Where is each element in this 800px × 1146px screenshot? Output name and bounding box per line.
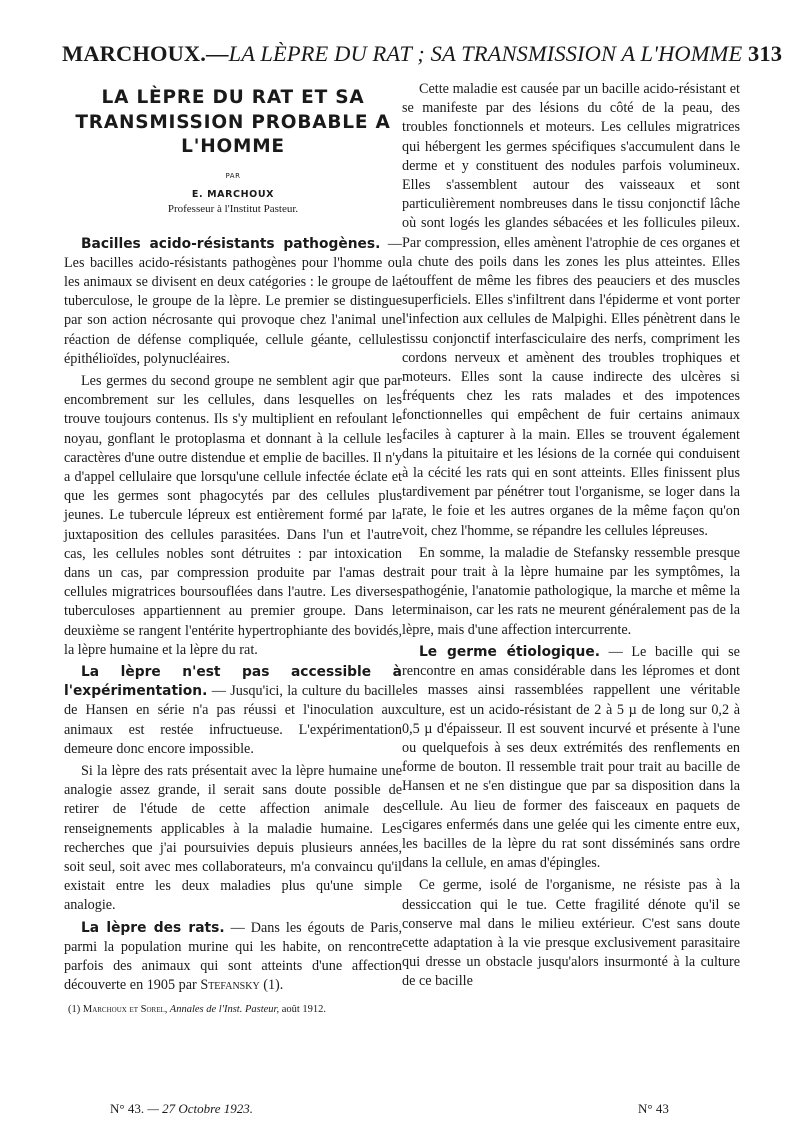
right-column (402, 80, 740, 992)
issue-footer-left (110, 1101, 253, 1117)
paragraph (402, 643, 740, 873)
paragraph (64, 663, 402, 759)
paragraph: Cette maladie est causée par un bacille acido-résistant et se manifeste par des lésions du côté de la peau, des troubles fonctionnels et moteurs. Les cellules migratrices qui hébergent les germes spécifiques s'accumulent dans le derme et y constituent des nodules parfois volumineux. Elles s'assemblent autour des vaisseaux et sont particulièrement nombreuses dans le tissu conjonctif lâche où sont logés les glandes sébacées et les follicules pileux. Par compression, elles amènent l'atrophie de ces organes et la chute des poils dans les zones les plus atteintes. Elles étouffent de même les fibres des peauciers et des muscles superficiels. Elles s'infiltrent dans l'épiderme et vont porter l'infection aux cellules de Malpighi. Elles pénètrent dans le tissu conjonctif interfasciculaire des nerfs, compriment les cordons nerveux et amènent des troubles trophiques et moteurs. Elles sont la cause indirecte des ulcères si fréquents chez les rats malades et des impotences fonctionnelles qui empêchent de fuir certains animaux faciles à capturer à la main. Elles se trouvent également dans la pituitaire et les lésions de la cornée qui conduisent à la cécité les rats qui en sont atteints. Elles finissent plus tardivement par pénétrer tout l'organisme, se loger dans la rate, le foie et les autres organes de la même façon qu'on voit, chez l'homme, se répandre les cellules lépreuses. (402, 81, 740, 539)
left-column (64, 80, 402, 1017)
issue-date: — 27 Octobre 1923. (144, 1101, 254, 1116)
article-title (64, 86, 402, 160)
article-title-line: L'HOMME (181, 136, 285, 157)
paragraph-text: — Dans les égouts de Paris, parmi la population murine qui les habite, on rencontre parfois des animaux qui sont atteints d'une affection découverte en 1905 par (64, 919, 402, 994)
author-affiliation: Professeur à l'Institut Pasteur. (167, 202, 299, 215)
running-head-author: MARCHOUX.— (62, 41, 229, 66)
footnote (64, 1003, 402, 1017)
running-head-title: LA LÈPRE DU RAT ; SA TRANSMISSION A L'HOMME (228, 41, 743, 66)
paragraph-text: — Les bacilles acido-résistants pathogènes pour l'homme ou les animaux se divisent en deux catégories : le groupe de la tuberculose, le groupe de la lèpre. Le premier se distingue par son action nécrosante qui provoque chez l'animal une réaction de défense compliquée, cellule géante, cellules épithélioïdes, polynucléaires. (64, 235, 403, 367)
footnote-marker: (1) (68, 1004, 83, 1016)
section-heading: Le germe étiologique. (419, 643, 600, 660)
paragraph: Si la lèpre des rats présentait avec la lèpre humaine une analogie assez grande, il serait sans doute possible de retirer de l'étude de cette affection animale des renseignements applicables à la maladie humaine. Les recherches que j'ai poursuivies depuis plusieurs années, soit seul, soit avec mes collaborateurs, m'a convaincu qu'il existait entre les deux maladies plus qu'une simple analogie. (64, 762, 402, 914)
cited-author: Stefansky (200, 977, 260, 994)
paragraph: En somme, la maladie de Stefansky ressemble presque trait pour trait à la lèpre humaine par les symptômes, la pathogénie, l'anatomie pathologique, la marche et même la terminaison, car les rats ne meurent généralement pas de la lèpre, mais d'une affection intercurrente. (402, 544, 740, 638)
footnote-journal: Annales de l'Inst. Pasteur, (167, 1004, 280, 1016)
paragraph-text: — Le bacille qui se rencontre en amas considérable dans les lépromes et dont les masses ainsi rassemblées rappellent une véritable culture, est un acido-résistant de 2 à 5 µ de long sur 0,2 à 0,5 µ d'épaisseur. Il est souvent incurvé et présente à l'une ou quelquefois à ses deux extrémités des renflements en forme de bouton. Il ressemble trait pour trait au bacille de Hansen et ne s'en distingue que par sa disposition dans la cellule. Au lieu de former des faisceaux en paquets de cigares enfermés dans une gelée qui les cimente entre eux, les bacilles de la lèpre du rat sont disséminés sans ordre dans la cellule, en amas d'épingles. (402, 643, 740, 872)
running-head (62, 40, 783, 68)
article-title-line: LA LÈPRE DU RAT ET SA (101, 87, 365, 108)
article-title-line: TRANSMISSION PROBABLE A (75, 111, 391, 133)
page-number: 313 (748, 41, 783, 66)
section-heading: Bacilles acido-résistants pathogènes. (81, 235, 381, 252)
paragraph (64, 235, 402, 369)
paragraph: Ce germe, isolé de l'organisme, ne résiste pas à la dessiccation qui le tue. Cette fragilité dénote qu'il se conserve mal dans le milieu extérieur. C'est sans doute cette adaptation à la vie presque exclusivement parasitaire qui dresse un obstacle jusqu'alors insurmonté à la culture de ce bacille (402, 877, 740, 990)
issue-footer-right: N° 43 (638, 1101, 669, 1116)
paragraph (64, 919, 402, 996)
section-heading: La lèpre des rats. (81, 919, 225, 936)
byline-author: E. MARCHOUX (191, 188, 275, 200)
section-heading: La lèpre n'est pas accessible à l'expérimentation. (64, 663, 402, 700)
footnote-reference: (1). (259, 977, 284, 994)
footnote-date: août 1912. (279, 1004, 327, 1016)
paragraph: Les germes du second groupe ne semblent agir que par encombrement sur les cellules, dans lesquelles on les trouve toujours contenus. Ils s'y multiplient en refoulant le noyau, gonflant le protoplasma et donnant à la cellule les caractères d'une outre distendue et emplie de bacilles. Il n'y a d'appel cellulaire que lorsqu'une cellule infectée éclate et que les germes sont phagocytés par des cellules plus jeunes. Le tubercule lépreux est entièrement formé par la juxtaposition des cellules parasitées. Dans l'un et l'autre cas, les cellules nobles sont détruites : par intoxication dans un cas, par compression produite par l'amas des cellules migratrices boursouflées dans l'autre. Les diverses tuberculoses appartiennent au premier groupe. Dans le deuxième se rangent l'entérite hypertrophiante des bovidés, la lèpre humaine et la lèpre du rat. (64, 372, 402, 658)
footnote-authors: Marchoux et Sorel, (82, 1004, 168, 1016)
paragraph-text: — Jusqu'ici, la culture du bacille de Hansen en série n'a pas réussi et l'inoculation aux animaux est restée infructueuse. L'expérimentation demeure donc encore impossible. (64, 683, 402, 757)
issue-number: N° 43. (110, 1101, 145, 1116)
byline-par: PAR (225, 171, 241, 180)
article-title-block (64, 86, 402, 215)
